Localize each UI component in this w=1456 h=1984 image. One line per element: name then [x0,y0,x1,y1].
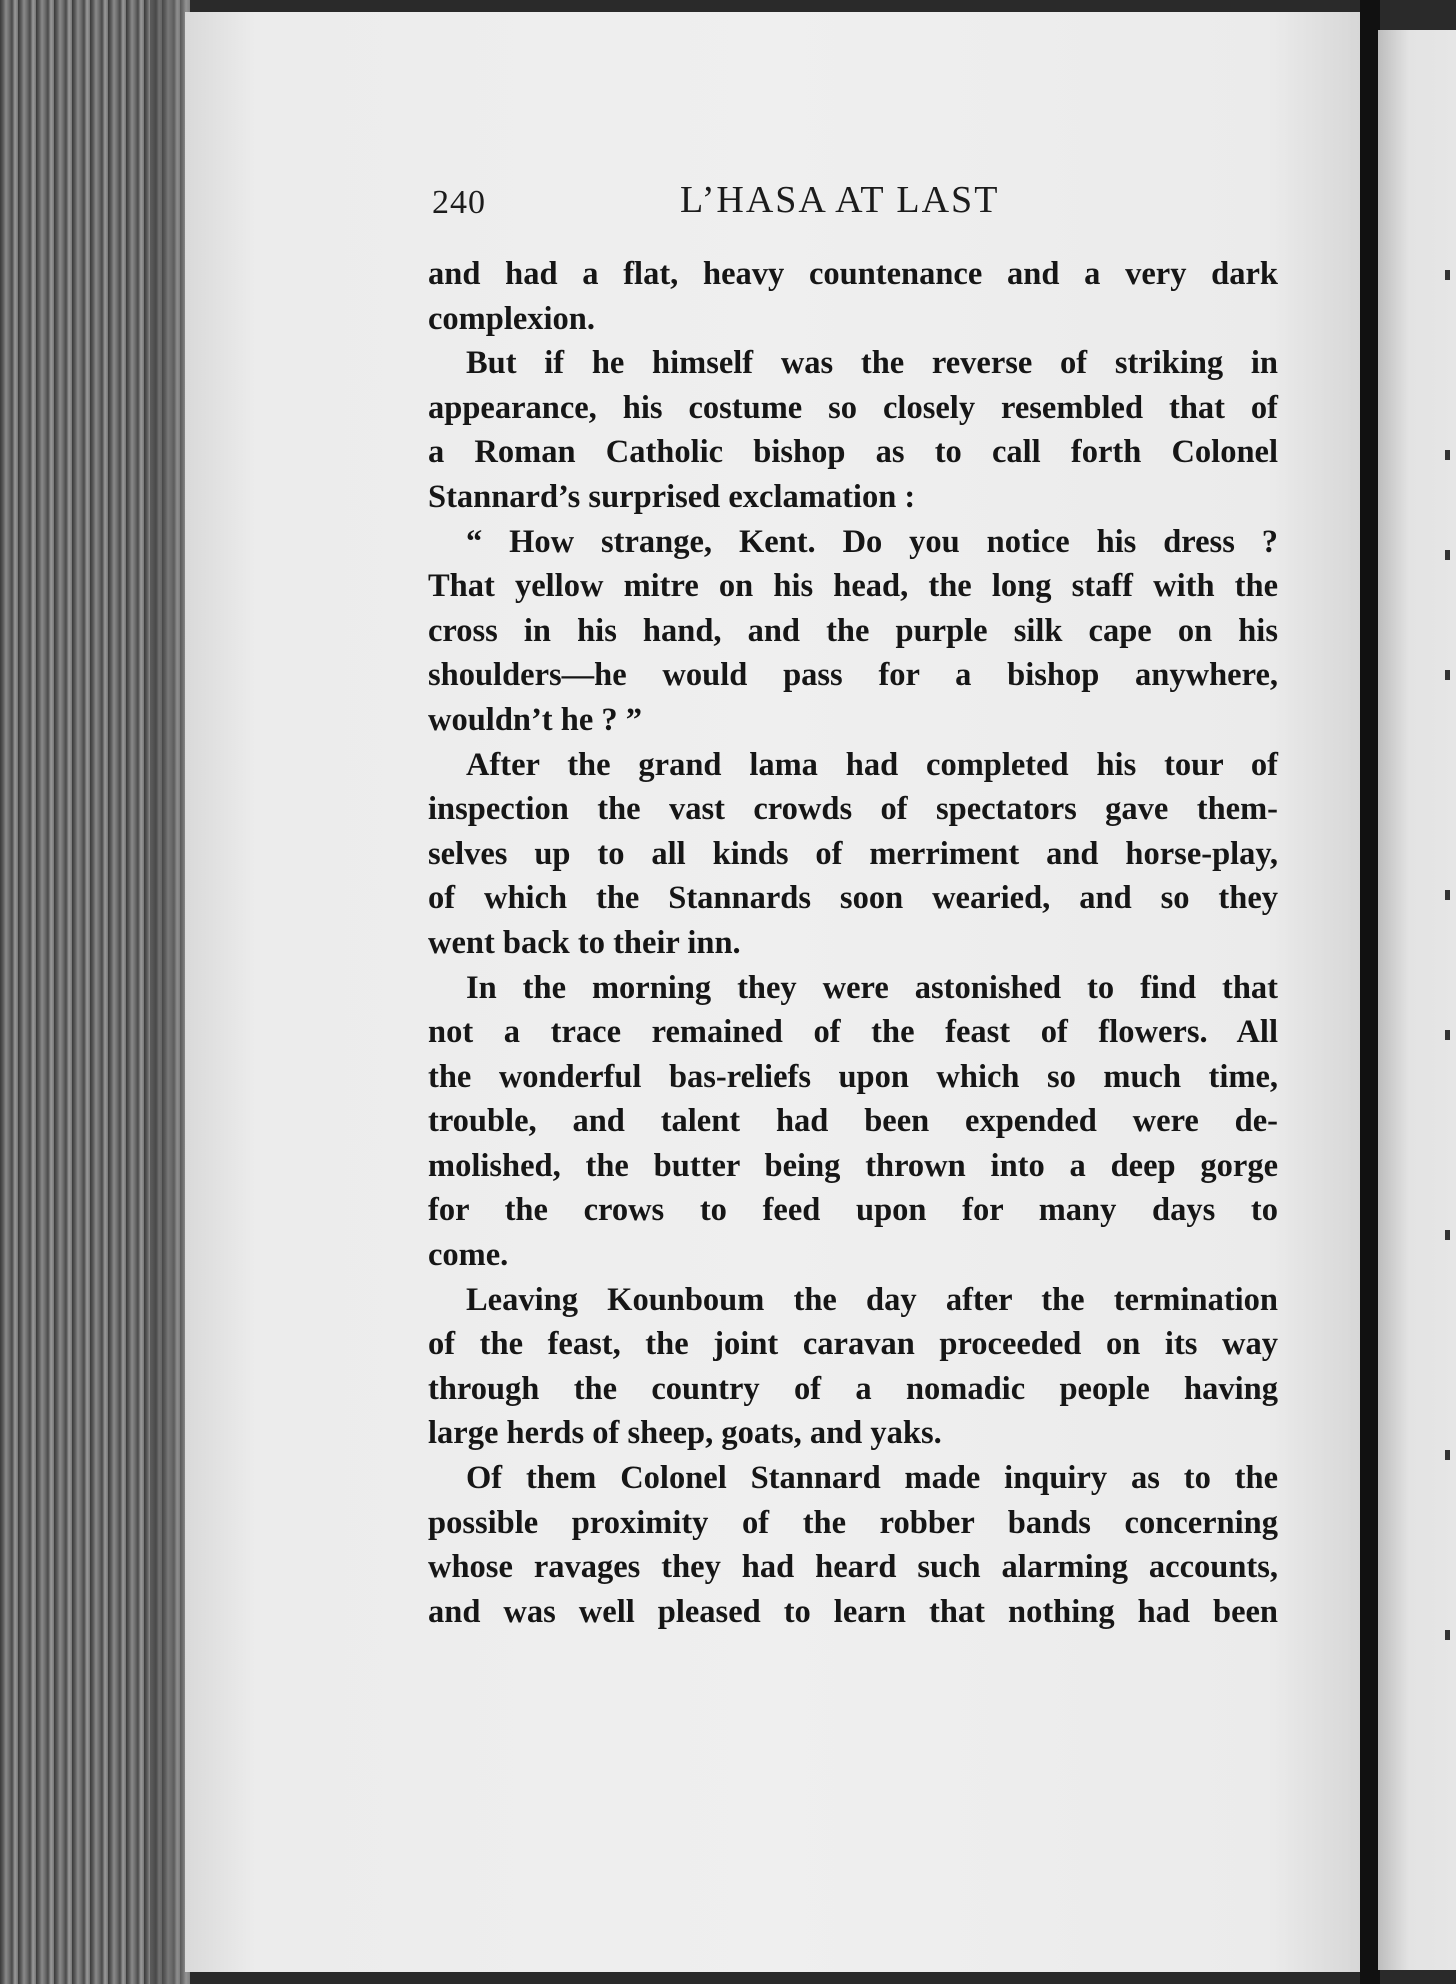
text-line: After the grand lama had completed his tour of [466,746,1278,783]
paragraph [428,1278,1278,1456]
paragraph [428,341,1278,519]
book-gutter [1360,0,1380,1984]
text-line: possible proximity of the robber bands concerning [428,1504,1278,1541]
facing-page-edge [1378,30,1456,1970]
text-line: of the feast, the joint caravan proceeded on its way [428,1326,1278,1363]
text-line: for the crows to feed upon for many days to [428,1192,1278,1229]
paragraph [428,520,1278,743]
text-line: cross in his hand, and the purple silk cape on his [428,612,1278,649]
page-header [432,178,1272,228]
facing-page-mark [1445,1450,1450,1460]
facing-page-mark [1445,670,1450,680]
text-line: Leaving Kounboum the day after the termination [466,1281,1278,1318]
text-line: “ How strange, Kent. Do you notice his dress ? [466,523,1278,560]
text-line: trouble, and talent had been expended were de- [428,1103,1278,1140]
text-line: selves up to all kinds of merriment and horse-play, [428,835,1278,872]
text-line: molished, the butter being thrown into a deep gorge [428,1147,1278,1184]
paragraph [428,966,1278,1278]
text-line: inspection the vast crowds of spectators gave them- [428,791,1278,828]
text-line: the wonderful bas-reliefs upon which so much time, [428,1058,1278,1095]
text-line: complexion. [428,300,596,337]
text-line: Of them Colonel Stannard made inquiry as to the [466,1460,1278,1497]
body-text [428,252,1278,1634]
facing-page-mark [1445,270,1450,280]
page-number: 240 [432,184,486,221]
text-line: Stannard’s surprised exclamation : [428,478,916,515]
text-line: whose ravages they had heard such alarming accounts, [428,1549,1278,1586]
facing-page-mark [1445,1030,1450,1040]
text-line: went back to their inn. [428,924,741,961]
paragraph [428,743,1278,966]
text-line: through the country of a nomadic people having [428,1370,1278,1407]
paragraph [428,1456,1278,1634]
text-line: a Roman Catholic bishop as to call forth Colonel [428,434,1278,471]
text-line: not a trace remained of the feast of flowers. All [428,1014,1278,1051]
text-line: large herds of sheep, goats, and yaks. [428,1415,942,1452]
text-line: appearance, his costume so closely resembled that of [428,389,1278,426]
paragraph [428,252,1278,341]
text-line: and was well pleased to learn that nothing had been [428,1593,1278,1630]
text-line: of which the Stannards soon wearied, and so they [428,880,1278,917]
facing-page-mark [1445,1230,1450,1240]
running-title: L’HASA AT LAST [680,179,1000,221]
text-line: In the morning they were astonished to find that [466,969,1278,1006]
facing-page-mark [1445,890,1450,900]
text-line: wouldn’t he ? ” [428,701,642,738]
facing-page-mark [1445,550,1450,560]
facing-page-mark [1445,1630,1450,1640]
text-line: That yellow mitre on his head, the long staff with the [428,568,1278,605]
text-line: But if he himself was the reverse of striking in [466,345,1278,382]
book-page-edges [0,0,190,1984]
facing-page-mark [1445,450,1450,460]
text-line: shoulders—he would pass for a bishop anywhere, [428,657,1278,694]
text-line: and had a flat, heavy countenance and a very dark [428,256,1278,292]
text-line: come. [428,1237,509,1274]
